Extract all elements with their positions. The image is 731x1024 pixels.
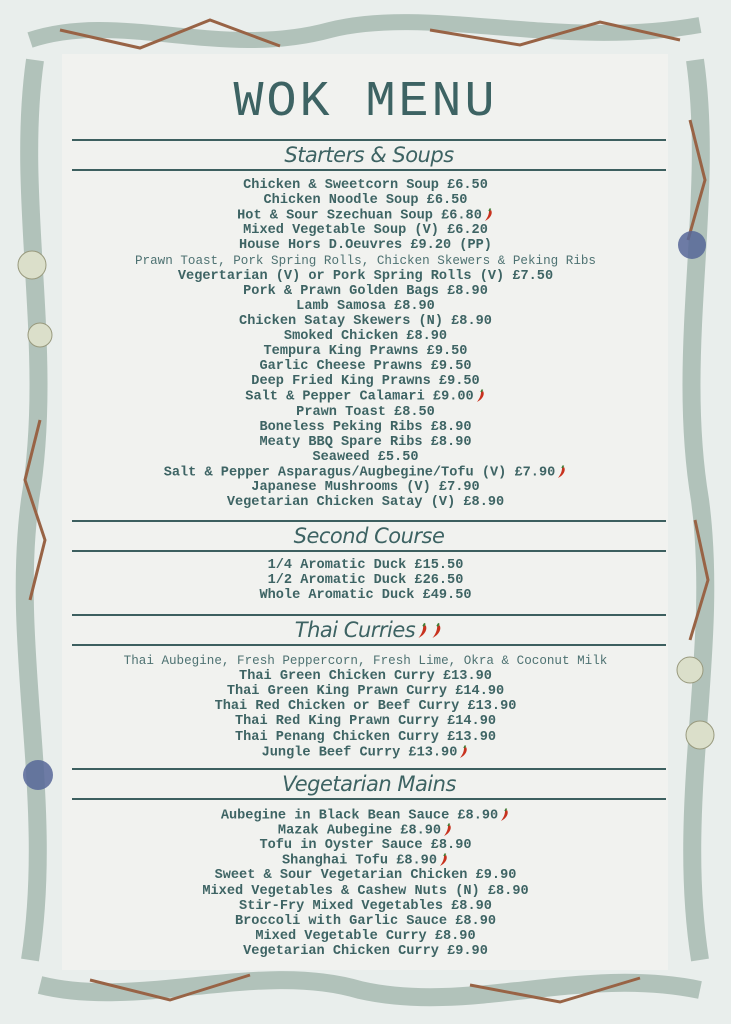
menu-item-text: House Hors D.Oeuvres £9.20 (PP) — [239, 238, 492, 254]
chili-pepper-icon — [555, 465, 567, 479]
menu-note — [0, 654, 731, 669]
menu-item — [0, 389, 731, 405]
menu-item — [0, 573, 731, 588]
chili-pepper-icon — [415, 622, 429, 640]
menu-item — [0, 238, 731, 253]
menu-item — [0, 808, 731, 824]
menu-item — [0, 329, 731, 344]
menu-item — [0, 823, 731, 839]
menu-title: WOK MENU — [233, 74, 498, 131]
section-heading — [72, 520, 666, 552]
menu-item-text: Boneless Peking Ribs £8.90 — [259, 419, 472, 435]
section-heading — [72, 768, 666, 800]
menu-item — [0, 299, 731, 314]
menu-item — [0, 269, 731, 284]
menu-item — [0, 450, 731, 465]
menu-item — [0, 745, 731, 761]
menu-item — [0, 314, 731, 329]
menu-item — [0, 344, 731, 359]
menu-item — [0, 914, 731, 929]
menu-item-text: Salt & Pepper Calamari £9.00 — [245, 389, 474, 405]
menu-item-text: Mazak Aubegine £8.90 — [277, 823, 442, 839]
menu-item — [0, 374, 731, 389]
chili-pepper-icon — [457, 745, 469, 759]
menu-item — [0, 480, 731, 495]
menu-item — [0, 223, 731, 238]
menu-item-text: Mixed Vegetable Curry £8.90 — [255, 928, 476, 944]
section-heading-text: Vegetarian Mains — [282, 772, 456, 796]
menu-item-text: Mixed Vegetable Soup (V) £6.20 — [243, 223, 488, 239]
menu-item — [0, 853, 731, 869]
menu-item-text: Shanghai Tofu £8.90 — [282, 853, 437, 869]
menu-item-text: Pork & Prawn Golden Bags £8.90 — [243, 283, 488, 299]
section-heading-text: Starters & Soups — [284, 143, 454, 167]
menu-item — [0, 359, 731, 374]
menu-item-text: Salt & Pepper Asparagus/Augbegine/Tofu (V) £7.90 — [163, 465, 556, 481]
menu-item — [0, 730, 731, 745]
menu-item-text: 1/4 Aromatic Duck £15.50 — [267, 558, 464, 573]
menu-item-text: Thai Red King Prawn Curry £14.90 — [234, 714, 497, 730]
menu-item-text: Mixed Vegetables & Cashew Nuts (N) £8.90 — [202, 883, 529, 899]
menu-item — [0, 884, 731, 899]
menu-item-text: Meaty BBQ Spare Ribs £8.90 — [259, 434, 472, 450]
menu-item-text: Lamb Samosa £8.90 — [296, 298, 435, 314]
menu-item-text: Vegertarian (V) or Pork Spring Rolls (V) £7.50 — [177, 268, 554, 284]
chili-pepper-icon — [498, 808, 510, 822]
menu-item-text: Thai Red Chicken or Beef Curry £13.90 — [214, 699, 517, 715]
chili-pepper-icon — [441, 823, 453, 837]
menu-item — [0, 699, 731, 714]
menu-item-text: Prawn Toast £8.50 — [296, 404, 435, 420]
menu-item — [0, 420, 731, 435]
menu-item — [0, 899, 731, 914]
menu-note-text: Prawn Toast, Pork Spring Rolls, Chicken Skewers & Peking Ribs — [134, 253, 596, 268]
menu-item — [0, 208, 731, 224]
section-heading — [72, 614, 666, 646]
menu-item-text: Garlic Cheese Prawns £9.50 — [259, 359, 472, 375]
menu-item-text: Chicken Satay Skewers (N) £8.90 — [239, 313, 492, 329]
menu-item — [0, 284, 731, 299]
menu-item — [0, 405, 731, 420]
menu-item-text: Tofu in Oyster Sauce £8.90 — [259, 838, 472, 854]
menu-item-text: Jungle Beef Curry £13.90 — [261, 745, 458, 761]
menu-item-text: Vegetarian Chicken Curry £9.90 — [243, 943, 488, 959]
menu-item-text: Stir-Fry Mixed Vegetables £8.90 — [239, 898, 492, 914]
menu-item — [0, 669, 731, 684]
menu-item — [0, 944, 731, 959]
menu-item — [0, 868, 731, 883]
section-heading — [72, 139, 666, 171]
menu-item-text: Deep Fried King Prawns £9.50 — [251, 374, 480, 390]
menu-item-text: Vegetarian Chicken Satay (V) £8.90 — [226, 495, 505, 511]
menu-item-text: Japanese Mushrooms (V) £7.90 — [251, 480, 480, 495]
menu-item — [0, 684, 731, 699]
chili-pepper-icon — [429, 622, 443, 640]
menu-item — [0, 178, 731, 193]
menu-item — [0, 495, 731, 510]
menu-item-text: Broccoli with Garlic Sauce £8.90 — [234, 913, 497, 929]
menu-item — [0, 193, 731, 208]
section-heading-text: Thai Curries — [294, 618, 416, 642]
menu-item-text: Thai Green King Prawn Curry £14.90 — [226, 684, 505, 700]
menu-item — [0, 558, 731, 573]
menu-item-text: Thai Green Chicken Curry £13.90 — [239, 669, 492, 685]
chili-pepper-icon — [482, 208, 494, 222]
menu-item — [0, 588, 731, 603]
menu-item — [0, 465, 731, 481]
menu-item-text: Thai Penang Chicken Curry £13.90 — [234, 729, 497, 745]
menu-item-text: Whole Aromatic Duck £49.50 — [259, 588, 472, 604]
menu-item-text: Tempura King Prawns £9.50 — [263, 344, 468, 360]
menu-note-text: Thai Aubegine, Fresh Peppercorn, Fresh Lime, Okra & Coconut Milk — [123, 654, 608, 668]
menu-note — [0, 254, 731, 269]
chili-pepper-icon — [437, 853, 449, 867]
menu-item-text: Sweet & Sour Vegetarian Chicken £9.90 — [214, 868, 517, 884]
menu-item — [0, 838, 731, 853]
menu-item-text: Seaweed £5.50 — [312, 449, 419, 465]
menu-item-text: Smoked Chicken £8.90 — [283, 329, 448, 344]
menu-item — [0, 929, 731, 944]
menu-item-text: Chicken & Sweetcorn Soup £6.50 — [243, 178, 488, 193]
section-heading-text: Second Course — [293, 524, 445, 548]
menu-item-text: Chicken Noodle Soup £6.50 — [263, 193, 468, 209]
menu-item — [0, 714, 731, 729]
menu-item-text: Hot & Sour Szechuan Soup £6.80 — [237, 208, 482, 224]
menu-item-text: 1/2 Aromatic Duck £26.50 — [267, 573, 464, 589]
menu-item-text: Aubegine in Black Bean Sauce £8.90 — [220, 808, 499, 824]
menu-item — [0, 435, 731, 450]
chili-pepper-icon — [474, 389, 486, 403]
